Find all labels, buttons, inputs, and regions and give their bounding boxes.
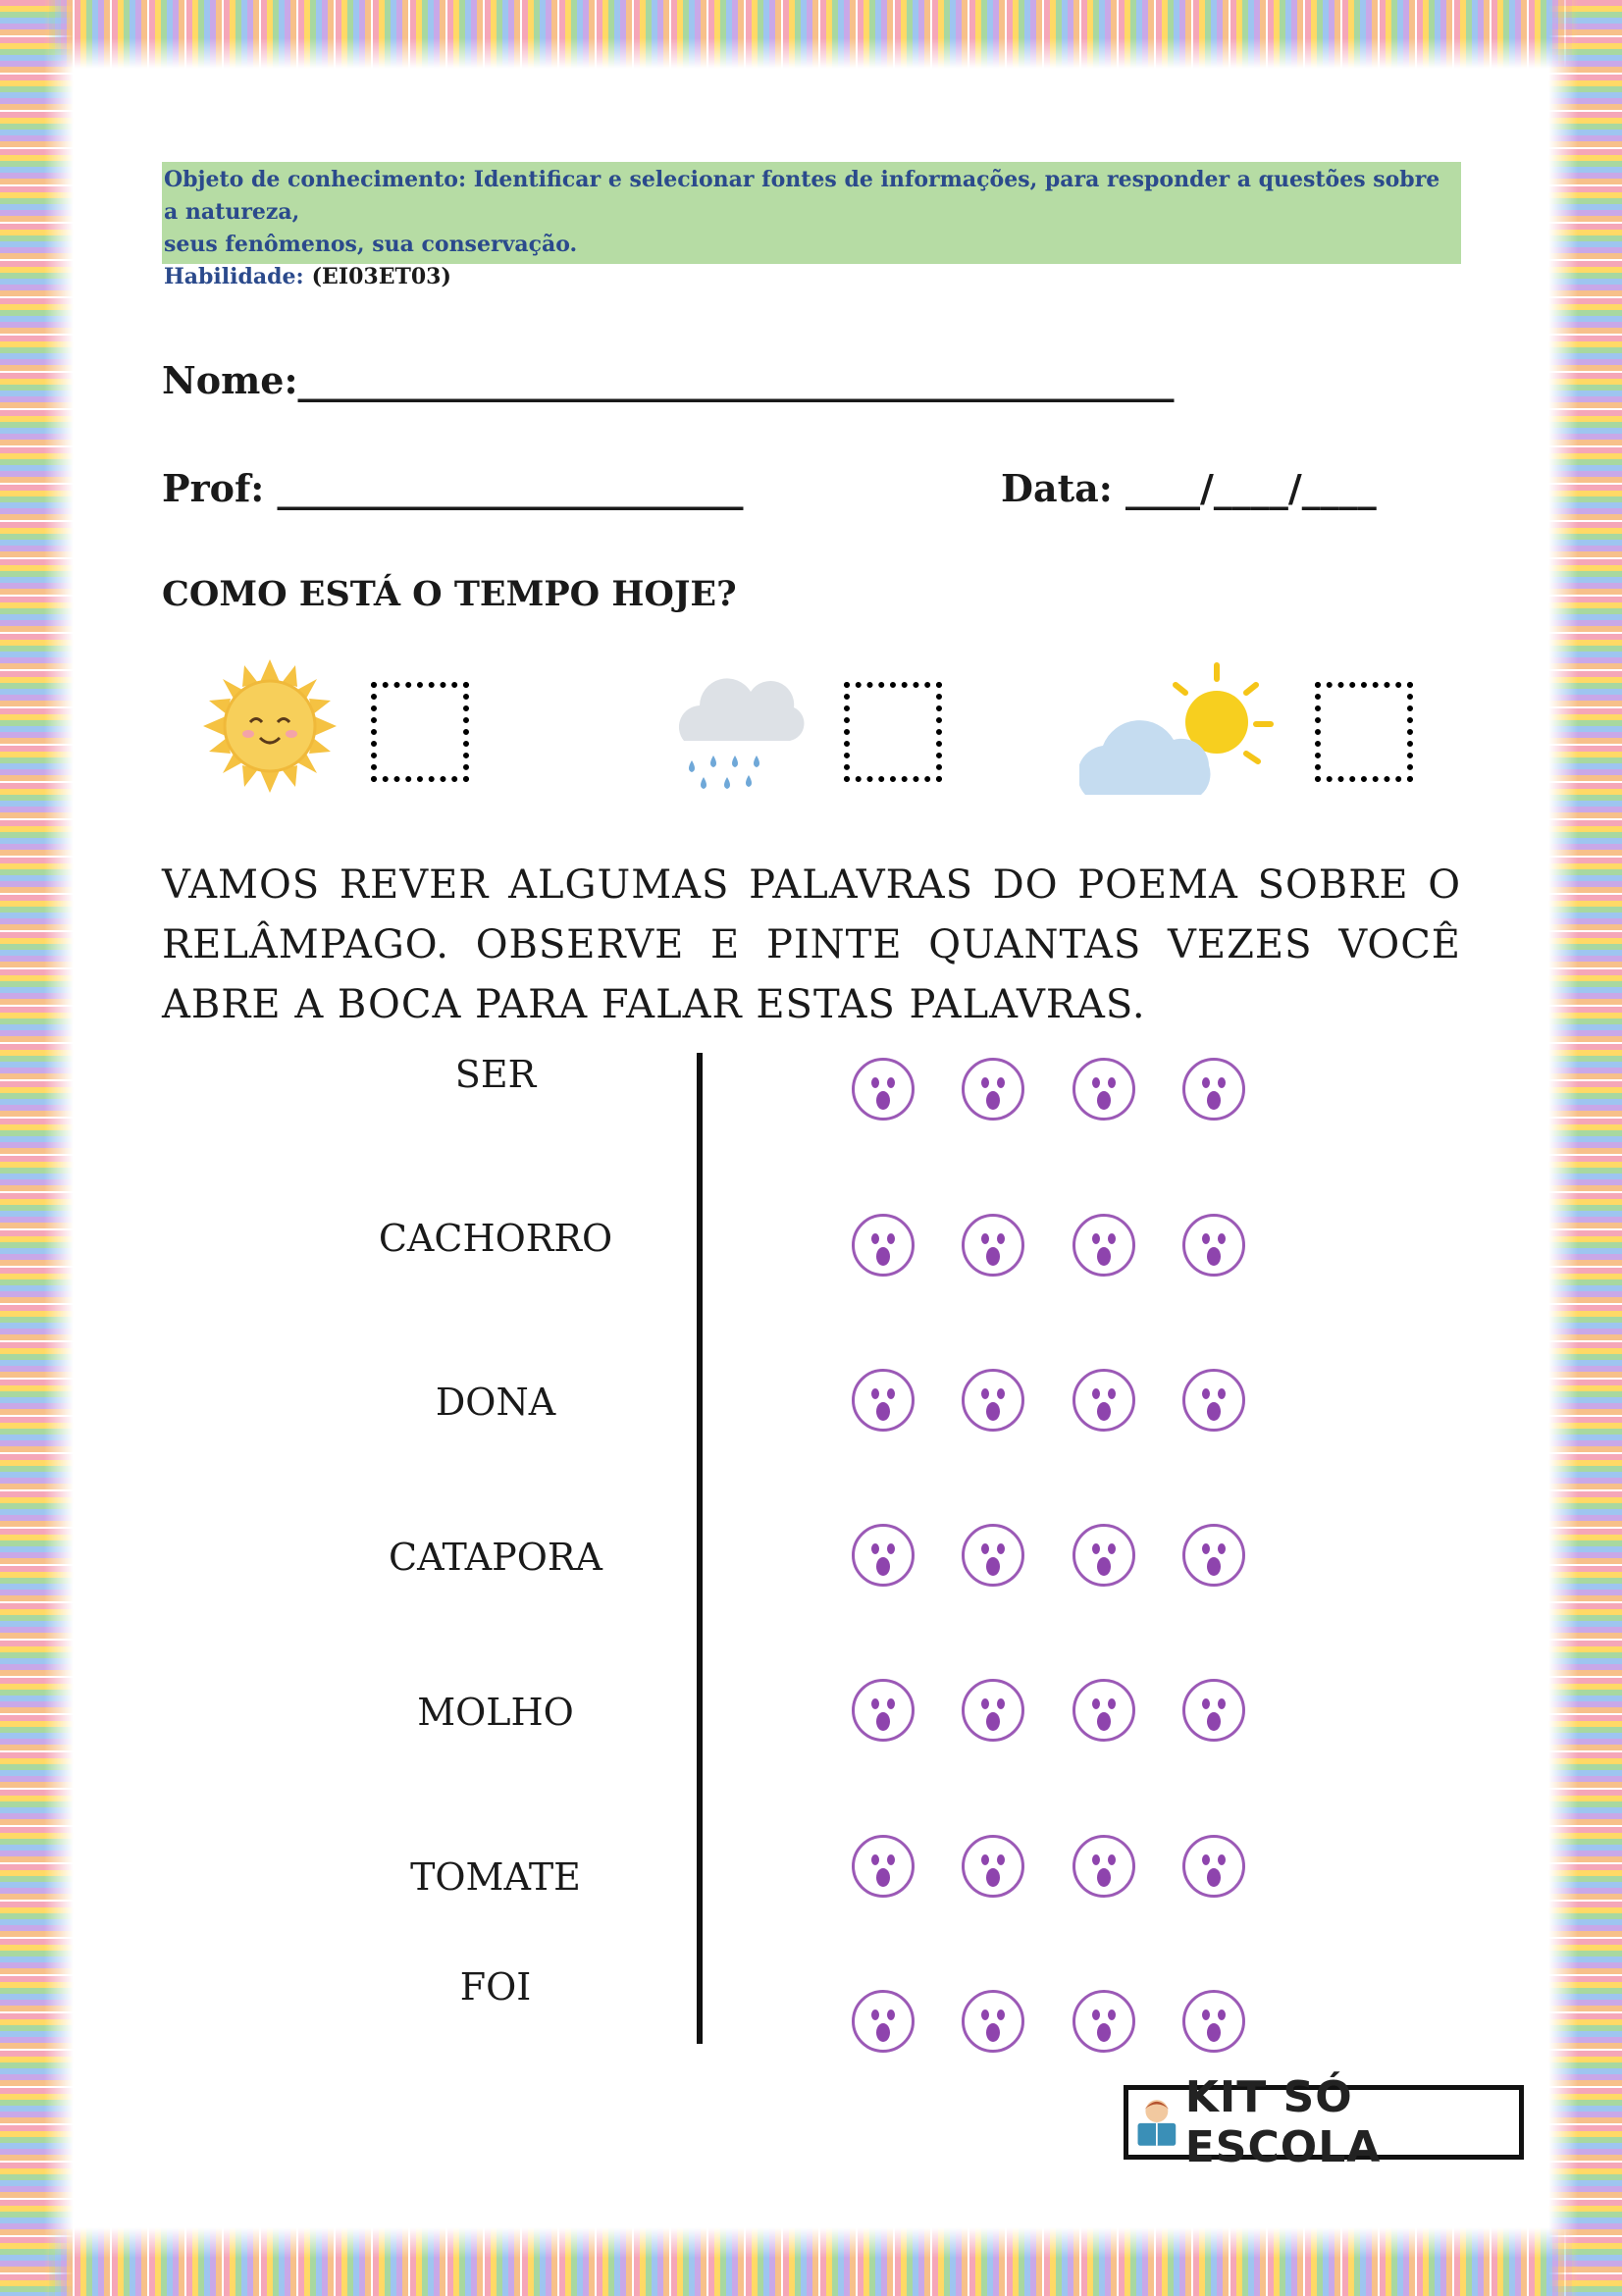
open-mouth-icon[interactable] [1073, 1835, 1135, 1898]
open-mouth-icon[interactable] [852, 1990, 915, 2053]
word-molho: MOLHO [417, 1691, 574, 1734]
instructions-text: VAMOS REVER ALGUMAS PALAVRAS DO POEMA SOBRE O RELÂMPAGO. OBSERVE E PINTE QUANTAS VEZES VOCÊ ABRE A BOCA PARA FALAR ESTAS PALAVRAS. [162, 862, 1461, 1027]
open-mouth-icon[interactable] [852, 1679, 915, 1742]
habilidade-code: (EI03ET03) [311, 264, 451, 289]
pencil-border-bottom [0, 2227, 1622, 2296]
objective-line-2: seus fenômenos, sua conservação. [164, 232, 578, 257]
pencil-border-right [1548, 0, 1622, 2296]
open-mouth-icon[interactable] [962, 1835, 1024, 1898]
open-mouth-icon[interactable] [962, 1369, 1024, 1432]
open-mouth-icon[interactable] [1182, 1058, 1245, 1121]
open-mouth-icon[interactable] [852, 1214, 915, 1277]
habilidade-label: Habilidade: [164, 264, 304, 289]
rain-cloud-icon [672, 657, 810, 800]
pencil-border-top [0, 0, 1622, 69]
open-mouth-icon[interactable] [1073, 1369, 1135, 1432]
objective-line-1: Objeto de conhecimento: Identificar e selecionar fontes de informações, para responder a questões sobre a natureza, [164, 167, 1440, 225]
open-mouth-icon[interactable] [852, 1058, 915, 1121]
open-mouth-icon[interactable] [852, 1835, 915, 1898]
open-mouth-icon[interactable] [852, 1524, 915, 1587]
word-tomate: TOMATE [410, 1855, 581, 1899]
open-mouth-icon[interactable] [962, 1058, 1024, 1121]
word-dona: DONA [435, 1381, 556, 1424]
weather-title: COMO ESTÁ O TEMPO HOJE? [162, 574, 737, 614]
partly-cloudy-checkbox[interactable] [1315, 682, 1413, 782]
word-cachorro: CACHORRO [378, 1217, 613, 1260]
open-mouth-icon[interactable] [1073, 1990, 1135, 2053]
open-mouth-icon[interactable] [1182, 1990, 1245, 2053]
rain-checkbox[interactable] [844, 682, 942, 782]
pencil-border-left [0, 0, 74, 2296]
objective-box [162, 162, 1461, 289]
partly-cloudy-icon [1079, 657, 1276, 805]
nome-field[interactable]: Nome:_______________________________________________ [162, 358, 1175, 402]
open-mouth-icon[interactable] [1182, 1369, 1245, 1432]
open-mouth-icon[interactable] [962, 1524, 1024, 1587]
open-mouth-icon[interactable] [852, 1369, 915, 1432]
word-catapora: CATAPORA [389, 1536, 602, 1579]
open-mouth-icon[interactable] [962, 1214, 1024, 1277]
word-ser: SER [454, 1053, 537, 1096]
prof-field[interactable]: Prof: _________________________ [162, 466, 744, 510]
word-foi: FOI [459, 1965, 532, 2009]
open-mouth-icon[interactable] [1182, 1214, 1245, 1277]
reading-child-icon [1134, 2094, 1179, 2151]
open-mouth-icon[interactable] [1073, 1058, 1135, 1121]
open-mouth-icon[interactable] [962, 1679, 1024, 1742]
open-mouth-icon[interactable] [1182, 1679, 1245, 1742]
column-divider [697, 1053, 703, 2044]
sun-icon [201, 657, 339, 795]
kit-so-escola-logo [1124, 2072, 1524, 2172]
open-mouth-icon[interactable] [1182, 1524, 1245, 1587]
habilidade-line [162, 261, 1461, 293]
data-field[interactable]: Data: ____/____/____ [1001, 466, 1377, 510]
open-mouth-icon[interactable] [1073, 1679, 1135, 1742]
open-mouth-icon[interactable] [1073, 1524, 1135, 1587]
open-mouth-icon[interactable] [962, 1990, 1024, 2053]
open-mouth-icon[interactable] [1182, 1835, 1245, 1898]
logo-text: KIT SÓ ESCOLA [1184, 2072, 1382, 2172]
sun-checkbox[interactable] [371, 682, 469, 782]
open-mouth-icon[interactable] [1073, 1214, 1135, 1277]
